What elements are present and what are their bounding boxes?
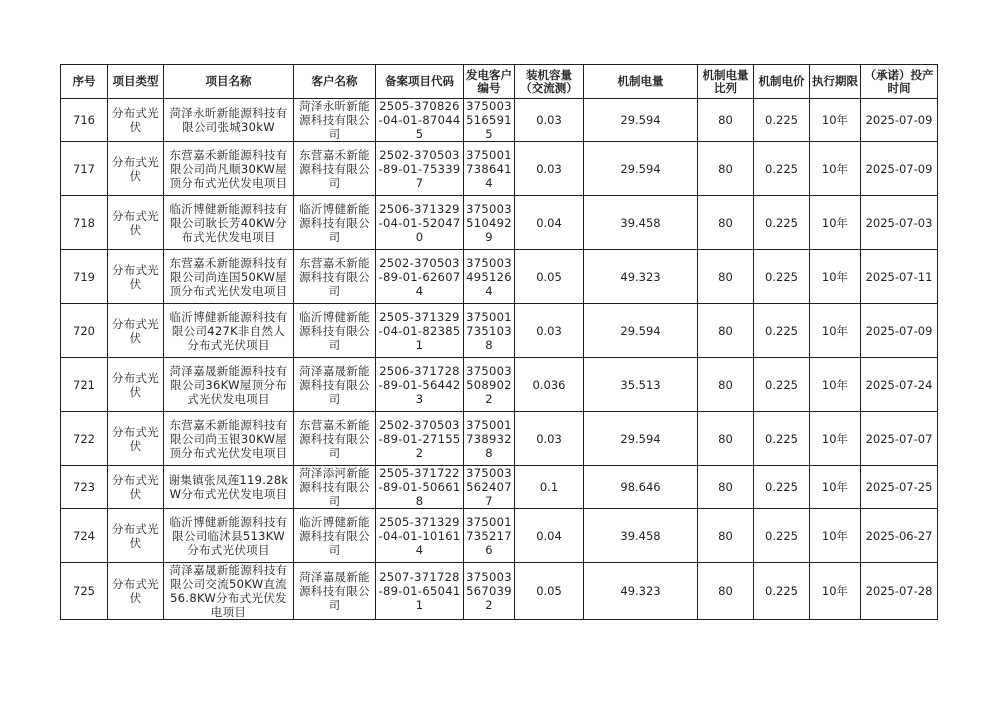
cell-exec-period: 10年 [810, 412, 861, 466]
cell-commit-date: 2025-07-25 [861, 466, 938, 509]
cell-record-code: 2505-371329-04-01-101614 [376, 509, 464, 563]
cell-capacity: 0.03 [515, 142, 584, 196]
header-mech-ratio: 机制电量比列 [698, 65, 754, 99]
cell-type: 分布式光伏 [108, 304, 164, 358]
cell-project-name: 东营嘉禾新能源科技有限公司尚玉银30KW屋顶分布式光伏发电项目 [164, 412, 294, 466]
cell-mech-energy: 35.513 [584, 358, 698, 412]
header-customer: 客户名称 [294, 65, 376, 99]
header-no: 序号 [61, 65, 108, 99]
cell-mech-price: 0.225 [754, 412, 810, 466]
cell-capacity: 0.03 [515, 304, 584, 358]
cell-mech-energy: 29.594 [584, 99, 698, 142]
cell-project-name: 菏泽嘉晟新能源科技有限公司交流50KW直流56.8KW分布式光伏发电项目 [164, 563, 294, 620]
cell-mech-price: 0.225 [754, 250, 810, 304]
cell-exec-period: 10年 [810, 142, 861, 196]
cell-capacity: 0.04 [515, 509, 584, 563]
cell-mech-price: 0.225 [754, 358, 810, 412]
cell-mech-price: 0.225 [754, 509, 810, 563]
cell-record-code: 2502-370503-89-01-271552 [376, 412, 464, 466]
cell-exec-period: 10年 [810, 466, 861, 509]
cell-commit-date: 2025-07-11 [861, 250, 938, 304]
cell-no: 716 [61, 99, 108, 142]
table-row [61, 250, 938, 304]
table-body [61, 99, 938, 620]
cell-record-code: 2502-370503-89-01-626074 [376, 250, 464, 304]
cell-customer: 菏泽嘉晟新能源科技有限公司 [294, 563, 376, 620]
cell-no: 718 [61, 196, 108, 250]
header-gen-customer-no: 发电客户编号 [464, 65, 515, 99]
table-row [61, 563, 938, 620]
header-mech-price: 机制电价 [754, 65, 810, 99]
header-record-code: 备案项目代码 [376, 65, 464, 99]
projects-table [60, 64, 938, 620]
cell-customer: 临沂博健新能源科技有限公司 [294, 509, 376, 563]
cell-customer: 临沂博健新能源科技有限公司 [294, 196, 376, 250]
cell-gen-customer-no: 3750017386414 [464, 142, 515, 196]
cell-type: 分布式光伏 [108, 412, 164, 466]
table-row [61, 358, 938, 412]
cell-customer: 东营嘉禾新能源科技有限公司 [294, 142, 376, 196]
cell-type: 分布式光伏 [108, 196, 164, 250]
cell-type: 分布式光伏 [108, 466, 164, 509]
cell-no: 720 [61, 304, 108, 358]
cell-record-code: 2505-371329-04-01-823851 [376, 304, 464, 358]
cell-customer: 东营嘉禾新能源科技有限公司 [294, 412, 376, 466]
cell-mech-ratio: 80 [698, 196, 754, 250]
cell-exec-period: 10年 [810, 304, 861, 358]
cell-gen-customer-no: 3750035165915 [464, 99, 515, 142]
cell-project-name: 谢集镇张凤莲119.28kW分布式光伏发电项目 [164, 466, 294, 509]
cell-no: 722 [61, 412, 108, 466]
cell-mech-energy: 49.323 [584, 250, 698, 304]
cell-no: 724 [61, 509, 108, 563]
cell-gen-customer-no: 3750017389328 [464, 412, 515, 466]
cell-mech-price: 0.225 [754, 563, 810, 620]
cell-mech-energy: 39.458 [584, 509, 698, 563]
table-row [61, 466, 938, 509]
cell-mech-price: 0.225 [754, 304, 810, 358]
cell-commit-date: 2025-07-28 [861, 563, 938, 620]
cell-mech-ratio: 80 [698, 250, 754, 304]
cell-mech-ratio: 80 [698, 509, 754, 563]
table-row [61, 142, 938, 196]
cell-mech-ratio: 80 [698, 466, 754, 509]
cell-exec-period: 10年 [810, 509, 861, 563]
cell-commit-date: 2025-07-24 [861, 358, 938, 412]
cell-customer: 菏泽永昕新能源科技有限公司 [294, 99, 376, 142]
cell-mech-energy: 49.323 [584, 563, 698, 620]
cell-mech-price: 0.225 [754, 196, 810, 250]
cell-gen-customer-no: 3750017352176 [464, 509, 515, 563]
cell-type: 分布式光伏 [108, 142, 164, 196]
cell-mech-ratio: 80 [698, 99, 754, 142]
cell-exec-period: 10年 [810, 250, 861, 304]
cell-mech-energy: 39.458 [584, 196, 698, 250]
cell-commit-date: 2025-06-27 [861, 509, 938, 563]
cell-gen-customer-no: 3750035089022 [464, 358, 515, 412]
cell-mech-price: 0.225 [754, 99, 810, 142]
cell-record-code: 2505-370826-04-01-870445 [376, 99, 464, 142]
cell-no: 719 [61, 250, 108, 304]
cell-customer: 临沂博健新能源科技有限公司 [294, 304, 376, 358]
cell-type: 分布式光伏 [108, 99, 164, 142]
cell-commit-date: 2025-07-09 [861, 304, 938, 358]
cell-exec-period: 10年 [810, 196, 861, 250]
cell-exec-period: 10年 [810, 563, 861, 620]
cell-record-code: 2506-371728-89-01-564423 [376, 358, 464, 412]
cell-commit-date: 2025-07-03 [861, 196, 938, 250]
cell-gen-customer-no: 3750035104929 [464, 196, 515, 250]
cell-customer: 东营嘉禾新能源科技有限公司 [294, 250, 376, 304]
header-mech-energy: 机制电量 [584, 65, 698, 99]
cell-type: 分布式光伏 [108, 563, 164, 620]
cell-no: 721 [61, 358, 108, 412]
cell-gen-customer-no: 3750034951264 [464, 250, 515, 304]
cell-record-code: 2507-371728-89-01-650411 [376, 563, 464, 620]
cell-project-name: 菏泽嘉晟新能源科技有限公司36KW屋顶分布式光伏发电项目 [164, 358, 294, 412]
header-commit-date: （承诺）投产时间 [861, 65, 938, 99]
cell-capacity: 0.1 [515, 466, 584, 509]
cell-capacity: 0.03 [515, 412, 584, 466]
cell-mech-energy: 29.594 [584, 304, 698, 358]
cell-commit-date: 2025-07-09 [861, 142, 938, 196]
cell-capacity: 0.05 [515, 563, 584, 620]
cell-capacity: 0.036 [515, 358, 584, 412]
cell-type: 分布式光伏 [108, 250, 164, 304]
header-capacity: 装机容量（交流测） [515, 65, 584, 99]
cell-customer: 菏泽添河新能源科技有限公司 [294, 466, 376, 509]
cell-no: 717 [61, 142, 108, 196]
cell-mech-ratio: 80 [698, 412, 754, 466]
cell-type: 分布式光伏 [108, 509, 164, 563]
cell-exec-period: 10年 [810, 358, 861, 412]
cell-capacity: 0.04 [515, 196, 584, 250]
cell-type: 分布式光伏 [108, 358, 164, 412]
cell-project-name: 临沂博健新能源科技有限公司耿长芳40KW分布式光伏发电项目 [164, 196, 294, 250]
cell-capacity: 0.03 [515, 99, 584, 142]
cell-gen-customer-no: 3750017351038 [464, 304, 515, 358]
cell-commit-date: 2025-07-07 [861, 412, 938, 466]
table-row [61, 509, 938, 563]
cell-mech-ratio: 80 [698, 563, 754, 620]
cell-project-name: 东营嘉禾新能源科技有限公司尚凡顺30KW屋顶分布式光伏发电项目 [164, 142, 294, 196]
cell-project-name: 菏泽永昕新能源科技有限公司张城30kW [164, 99, 294, 142]
cell-gen-customer-no: 3750035670392 [464, 563, 515, 620]
cell-capacity: 0.05 [515, 250, 584, 304]
cell-mech-energy: 29.594 [584, 142, 698, 196]
cell-mech-price: 0.225 [754, 466, 810, 509]
header-exec-period: 执行期限 [810, 65, 861, 99]
cell-mech-ratio: 80 [698, 304, 754, 358]
header-row [61, 65, 938, 99]
cell-mech-energy: 29.594 [584, 412, 698, 466]
table-row [61, 412, 938, 466]
cell-exec-period: 10年 [810, 99, 861, 142]
cell-customer: 菏泽嘉晟新能源科技有限公司 [294, 358, 376, 412]
table-row [61, 99, 938, 142]
cell-mech-energy: 98.646 [584, 466, 698, 509]
cell-no: 723 [61, 466, 108, 509]
cell-commit-date: 2025-07-09 [861, 99, 938, 142]
header-project-name: 项目名称 [164, 65, 294, 99]
cell-project-name: 东营嘉禾新能源科技有限公司尚连国50KW屋顶分布式光伏发电项目 [164, 250, 294, 304]
cell-mech-price: 0.225 [754, 142, 810, 196]
cell-project-name: 临沂博健新能源科技有限公司临沭县513KW分布式光伏项目 [164, 509, 294, 563]
header-type: 项目类型 [108, 65, 164, 99]
table-row [61, 304, 938, 358]
cell-record-code: 2502-370503-89-01-753397 [376, 142, 464, 196]
cell-gen-customer-no: 3750035624077 [464, 466, 515, 509]
cell-project-name: 临沂博健新能源科技有限公司427K非自然人分布式光伏项目 [164, 304, 294, 358]
cell-mech-ratio: 80 [698, 142, 754, 196]
cell-no: 725 [61, 563, 108, 620]
cell-record-code: 2505-371722-89-01-506618 [376, 466, 464, 509]
table-row [61, 196, 938, 250]
cell-mech-ratio: 80 [698, 358, 754, 412]
cell-record-code: 2506-371329-04-01-520470 [376, 196, 464, 250]
